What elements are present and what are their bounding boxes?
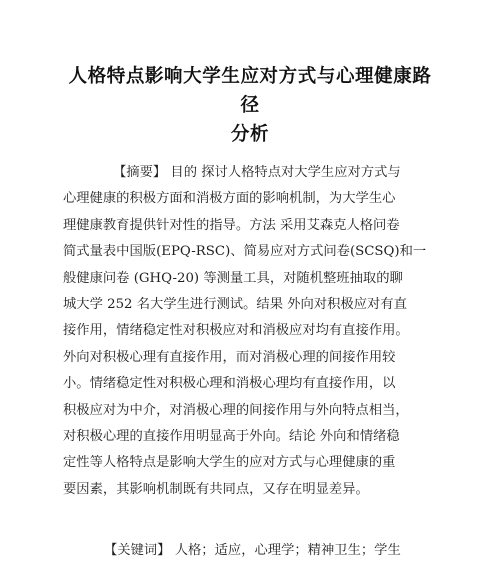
abstract-line: 要因素，其影响机制既有共同点，又存在明显差异。 xyxy=(63,481,369,497)
abstract-line: 简式量表中国版(EPQ-RSC)、简易应对方式问卷(SCSQ)和一 xyxy=(63,244,427,260)
title-line: 分析 xyxy=(230,124,270,145)
abstract-line: 对积极心理的直接作用明显高于外向。结论 外向和情绪稳 xyxy=(63,429,400,445)
abstract-line: 城大学 252 名大学生进行测试。结果 外向对积极应对有直 xyxy=(63,297,407,313)
abstract-line: 小。情绪稳定性对积极心理和消极心理均有直接作用，以 xyxy=(63,376,396,392)
abstract-line: 外向对积极心理有直接作用，而对消极心理的间接作用较 xyxy=(63,349,396,365)
abstract-line: 接作用，情绪稳定性对积极应对和消极应对均有直接作用。 xyxy=(63,323,409,339)
abstract-line: 心理健康的积极方面和消极方面的影响机制，为大学生心 xyxy=(63,191,396,207)
abstract-line: 定性等人格特点是影响大学生的应对方式与心理健康的重 xyxy=(63,455,396,471)
abstract-line: 般健康问卷 (GHQ-20) 等测量工具，对随机整班抽取的聊 xyxy=(63,270,403,286)
abstract-line: 理健康教育提供针对性的指导。方法 采用艾森克人格问卷 xyxy=(63,217,400,233)
keywords-line: 【关键词】 人格；适应，心理学；精神卫生；学生 xyxy=(104,543,401,558)
title-line: 人格特点影响大学生应对方式与心理健康路径 xyxy=(68,66,432,116)
abstract-paragraph xyxy=(63,160,435,503)
abstract-line: 积极应对为中介，对消极心理的间接作用与外向特点相当， xyxy=(63,402,409,418)
document-title xyxy=(60,62,440,149)
abstract-line: 【摘要】 目的 探讨人格特点对大学生应对方式与 xyxy=(113,165,401,180)
